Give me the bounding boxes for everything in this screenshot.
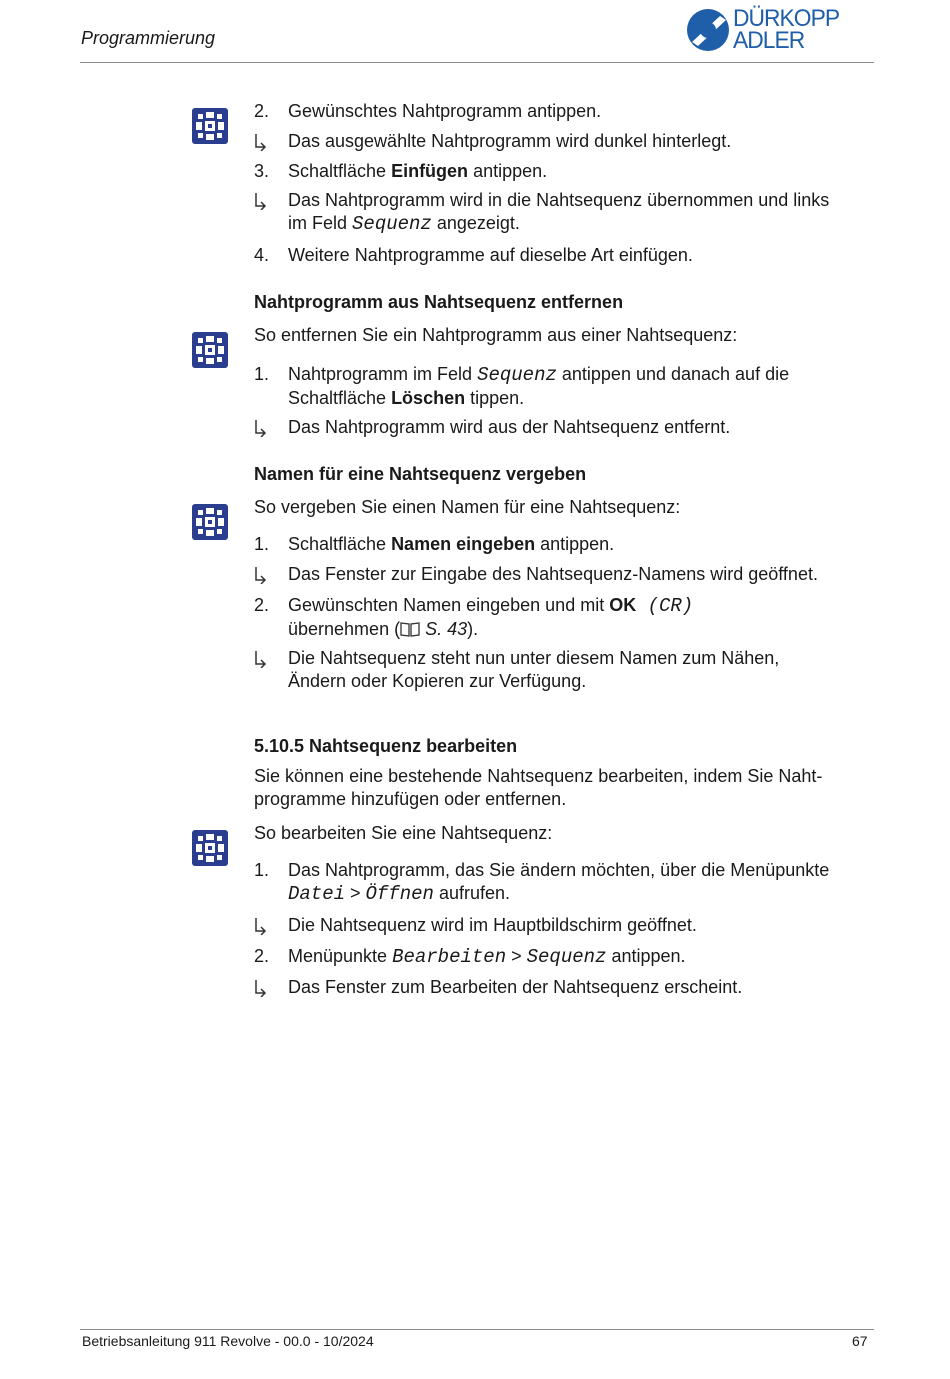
result-1	[254, 416, 874, 439]
menu-name-bearbeiten: Bearbeiten	[392, 946, 507, 968]
step-text: Schaltfläche	[288, 534, 392, 554]
result-arrow-icon	[254, 130, 284, 157]
step-text: antippen.	[606, 946, 686, 966]
menu-separator: >	[345, 883, 366, 903]
step-2	[254, 100, 874, 123]
result-text: Das Nahtprogramm wird in die Nahtsequenz übernommen und links	[288, 190, 830, 210]
result-text: Das ausgewählte Nahtprogramm wird dunkel hinterlegt.	[288, 131, 732, 151]
logo-text-bottom: ADLER	[733, 27, 805, 54]
result-1	[254, 914, 874, 937]
result-arrow-icon	[254, 563, 284, 590]
result-text: angezeigt.	[431, 213, 520, 233]
step-1	[254, 533, 874, 556]
step-text: ).	[467, 619, 479, 639]
result-text: Das Nahtprogramm wird aus der Nahtsequenz entfernt.	[288, 417, 731, 437]
instruction-icon	[192, 108, 228, 144]
step-number: 1.	[254, 364, 270, 384]
result-2	[254, 976, 874, 999]
step-text: Nahtprogramm im Feld	[288, 364, 478, 384]
intro-text	[254, 765, 874, 811]
step-4	[254, 244, 874, 267]
footer-divider	[80, 1329, 874, 1330]
button-label-ok: OK	[609, 595, 637, 615]
intro-text: So vergeben Sie einen Namen für eine Nahtsequenz:	[254, 497, 681, 517]
button-label-einfuegen: Einfügen	[391, 161, 469, 181]
step-text: aufrufen.	[433, 883, 511, 903]
step-2	[254, 945, 874, 969]
step-number: 2.	[254, 946, 270, 966]
field-name-sequenz: Sequenz	[477, 364, 557, 386]
step-text: tippen.	[465, 388, 525, 408]
result-text: Die Nahtsequenz steht nun unter diesem Namen zum Nähen,	[288, 648, 780, 668]
step-2	[254, 594, 874, 641]
step-text: Schaltfläche	[288, 388, 392, 408]
step-text: antippen.	[468, 161, 548, 181]
result-arrow-icon	[254, 189, 284, 216]
result-text: Das Fenster zur Eingabe des Nahtsequenz-Namens wird geöffnet.	[288, 564, 818, 584]
step-text: Gewünschten Namen eingeben und mit	[288, 595, 610, 615]
intro-text: So entfernen Sie ein Nahtprogramm aus einer Nahtsequenz:	[254, 325, 738, 345]
logo-text-top: DÜRKOPP	[733, 5, 840, 32]
menu-name-datei: Datei	[288, 883, 346, 905]
result-text: im Feld	[288, 213, 353, 233]
intro-line: programme hinzufügen oder entfernen.	[254, 789, 567, 809]
instruction-icon	[192, 504, 228, 540]
step-1	[254, 859, 874, 906]
menu-name-oeffnen: Öffnen	[365, 883, 434, 905]
result-2	[254, 189, 874, 236]
step-text: Das Nahtprogramm, das Sie ändern möchten, über die Menüpunkte	[288, 860, 830, 880]
page-number: 67	[852, 1333, 868, 1349]
step-text: Gewünschtes Nahtprogramm antippen.	[288, 101, 602, 121]
result-arrow-icon	[254, 976, 284, 1003]
result-1	[254, 130, 874, 153]
header-title: Programmierung	[81, 28, 216, 48]
section-heading: Namen für eine Nahtsequenz vergeben	[254, 464, 587, 484]
step-number: 4.	[254, 245, 270, 265]
section-heading: 5.10.5 Nahtsequenz bearbeiten	[254, 736, 518, 756]
field-name-sequenz: Sequenz	[352, 213, 432, 235]
intro-line: Sie können eine bestehende Nahtsequenz bearbeiten, indem Sie Naht-	[254, 766, 823, 786]
step-text: Schaltfläche	[288, 161, 392, 181]
step-text: Menüpunkte	[288, 946, 393, 966]
key-name-cr: (CR)	[636, 595, 694, 617]
result-text: Die Nahtsequenz wird im Hauptbildschirm geöffnet.	[288, 915, 697, 935]
menu-name-sequenz: Sequenz	[526, 946, 607, 968]
step-text: antippen.	[535, 534, 615, 554]
result-arrow-icon	[254, 416, 284, 443]
button-label-loeschen: Löschen	[391, 388, 466, 408]
result-text: Das Fenster zum Bearbeiten der Nahtsequenz erscheint.	[288, 977, 743, 997]
section-heading: Nahtprogramm aus Nahtsequenz entfernen	[254, 292, 624, 312]
instruction-icon	[192, 332, 228, 368]
result-arrow-icon	[254, 914, 284, 941]
book-icon	[400, 619, 420, 639]
logo-mark-icon	[686, 8, 730, 52]
step-number: 1.	[254, 860, 270, 880]
result-text: Ändern oder Kopieren zur Verfügung.	[288, 671, 587, 691]
step-number: 2.	[254, 101, 270, 121]
step-text: Weitere Nahtprogramme auf dieselbe Art einfügen.	[288, 245, 693, 265]
step-1	[254, 363, 874, 410]
button-label-namen-eingeben: Namen eingeben	[391, 534, 536, 554]
step-text: antippen und danach auf die	[556, 364, 790, 384]
step-text: übernehmen (	[288, 619, 401, 639]
instruction-icon	[192, 830, 228, 866]
result-arrow-icon	[254, 647, 284, 674]
page-reference-link[interactable]: S. 43	[420, 619, 468, 639]
menu-separator: >	[506, 946, 527, 966]
company-logo	[686, 6, 872, 54]
header-divider	[80, 62, 874, 63]
step-number: 3.	[254, 161, 270, 181]
step-3	[254, 160, 874, 183]
step-number: 1.	[254, 534, 270, 554]
footer-document-info: Betriebsanleitung 911 Revolve - 00.0 - 10/2024	[82, 1333, 374, 1349]
step-number: 2.	[254, 595, 270, 615]
result-2	[254, 647, 874, 693]
result-1	[254, 563, 874, 586]
intro-text: So bearbeiten Sie eine Nahtsequenz:	[254, 823, 553, 843]
